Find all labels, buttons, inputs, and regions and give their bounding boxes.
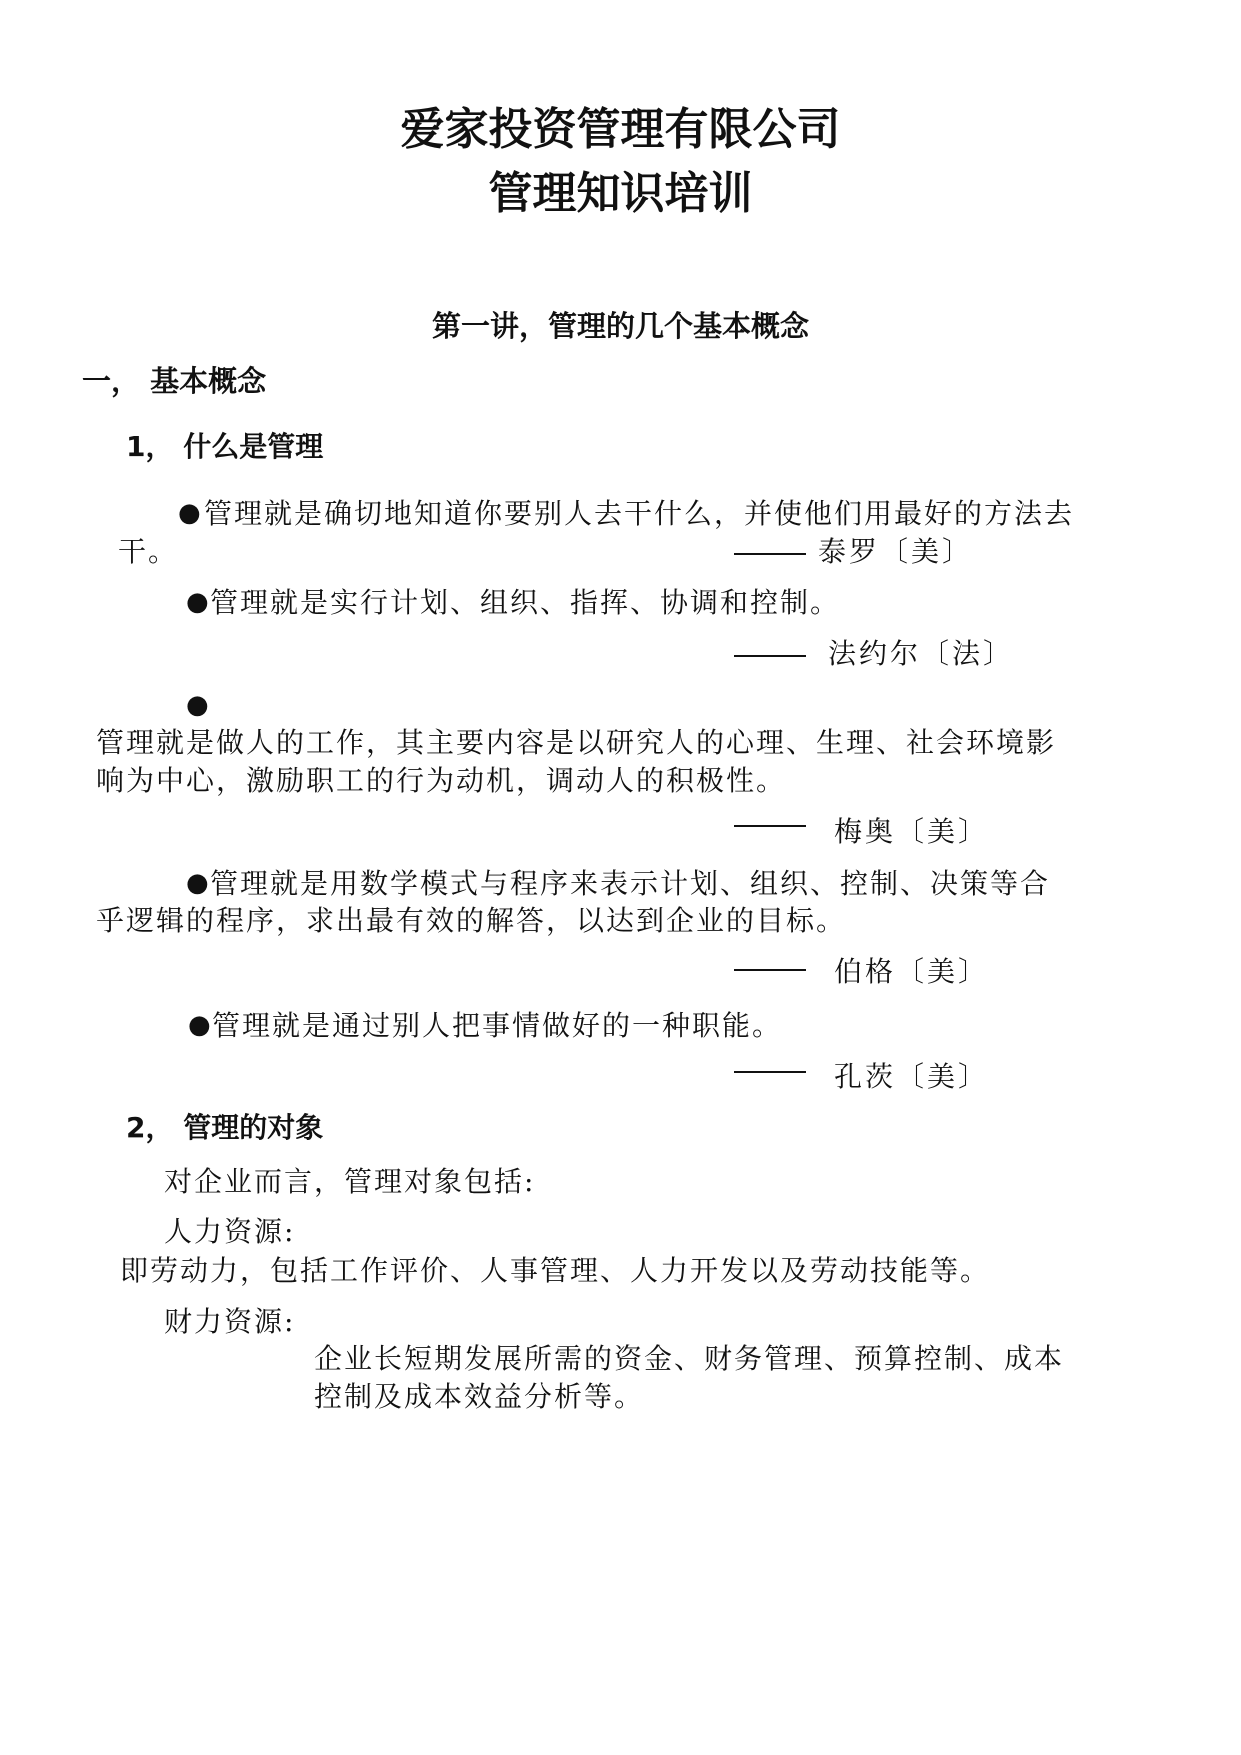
document-subtitle: 管理知识培训 — [488, 168, 753, 219]
quote-2-line-1: 管理就是实行计划、组织、指挥、协调和控制。 — [210, 586, 841, 619]
quote-3-line-2: 响为中心，激励职工的行为动机，调动人的积极性。 — [96, 764, 787, 797]
quote-1-line-1: 管理就是确切地知道你要别人去干什么，并使他们用最好的方法去 — [204, 497, 1075, 530]
subsection-heading-what-is-management: 1， 什么是管理 — [126, 430, 324, 463]
bullet-icon: ● — [186, 690, 209, 720]
quote-4-line-1: 管理就是用数学模式与程序来表示计划、组织、控制、决策等合 — [210, 867, 1051, 900]
quote-2-author: 法约尔〔法〕 — [828, 637, 1015, 670]
attribution-dash — [734, 655, 806, 657]
human-resources-desc: 即劳动力，包括工作评价、人事管理、人力开发以及劳动技能等。 — [120, 1254, 991, 1287]
quote-3-line-1: 管理就是做人的工作，其主要内容是以研究人的心理、生理、社会环境影 — [96, 726, 1057, 759]
attribution-dash — [734, 969, 806, 971]
attribution-dash — [734, 553, 806, 555]
quote-1-line-2: 干。 — [118, 535, 179, 568]
quote-3-author: 梅奥〔美〕 — [834, 815, 990, 848]
attribution-dash — [734, 825, 806, 827]
bullet-icon: ● — [188, 1010, 211, 1040]
quote-1-author: 泰罗〔美〕 — [818, 535, 974, 568]
bullet-icon: ● — [178, 498, 201, 528]
section-heading: 一， 基本概念 — [82, 364, 267, 398]
bullet-icon: ● — [186, 587, 209, 617]
quote-4-line-2: 乎逻辑的程序，求出最有效的解答，以达到企业的目标。 — [96, 904, 847, 937]
financial-resources-desc-line-1: 企业长短期发展所需的资金、财务管理、预算控制、成本 — [314, 1342, 1065, 1375]
financial-resources-label: 财力资源: — [164, 1305, 296, 1338]
human-resources-label: 人力资源: — [164, 1215, 296, 1248]
quote-5-line-1: 管理就是通过别人把事情做好的一种职能。 — [212, 1009, 783, 1042]
quote-4-author: 伯格〔美〕 — [834, 955, 990, 988]
attribution-dash — [734, 1071, 806, 1073]
company-title: 爱家投资管理有限公司 — [400, 104, 841, 155]
subsection-heading-management-objects: 2， 管理的对象 — [126, 1111, 324, 1144]
objects-intro: 对企业而言，管理对象包括: — [164, 1165, 536, 1198]
financial-resources-desc-line-2: 控制及成本效益分析等。 — [314, 1380, 645, 1413]
lecture-title: 第一讲，管理的几个基本概念 — [431, 309, 809, 343]
bullet-icon: ● — [186, 868, 209, 898]
quote-5-author: 孔茨〔美〕 — [834, 1060, 990, 1093]
